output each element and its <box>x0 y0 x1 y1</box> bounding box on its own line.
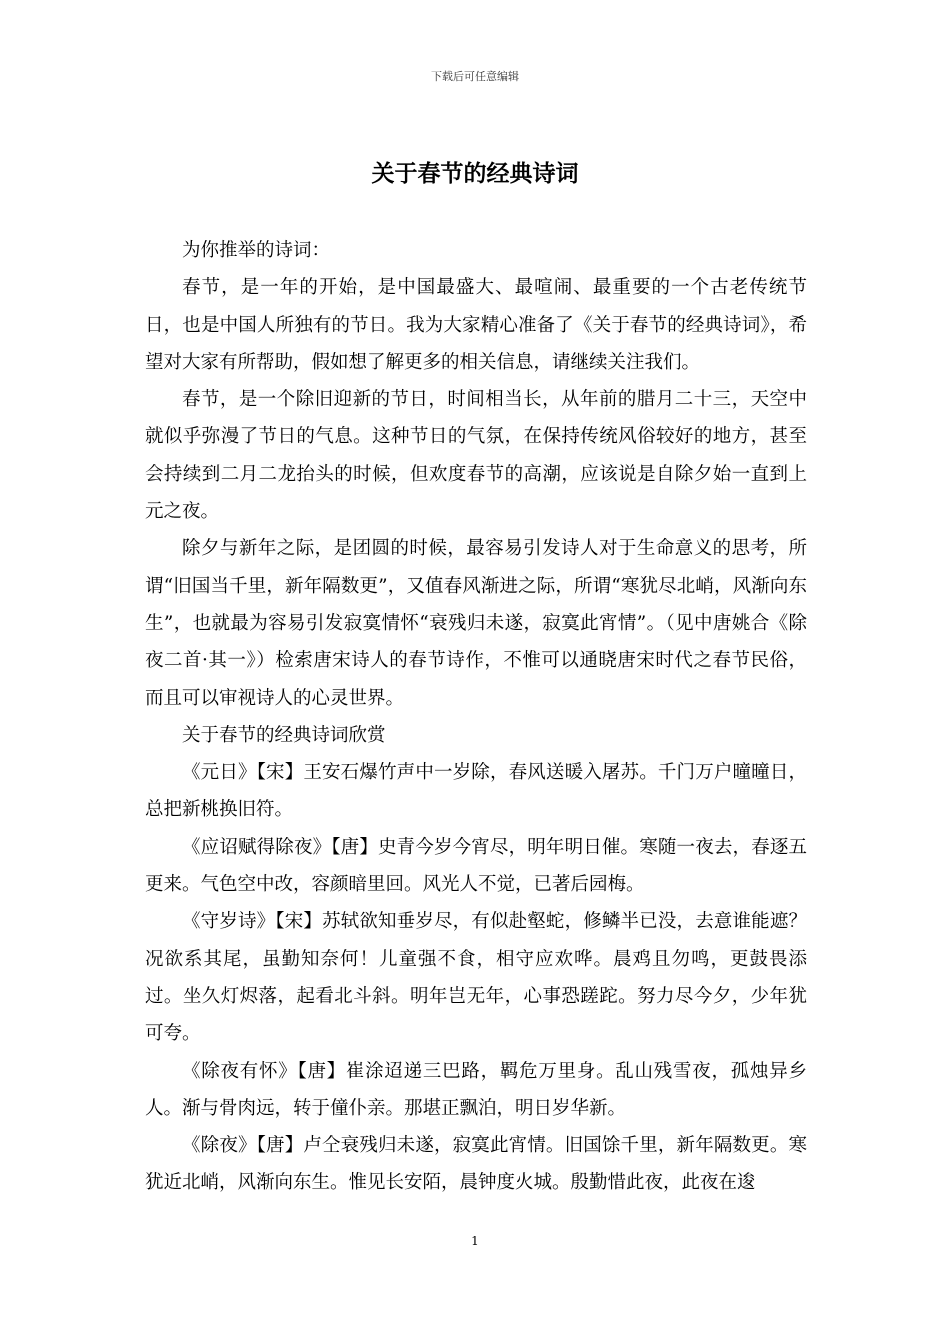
poem-yingzhao: 《应诏赋得除夜》【唐】史青今岁今宵尽，明年明日催。寒随一夜去，春逐五更来。气色空中改，容颜暗里回。风光人不觉，已著后园梅。 <box>145 836 807 896</box>
paragraph-spring-festival-intro: 春节，是一年的开始，是中国最盛大、最喧闹、最重要的一个古老传统节日，也是中国人所独有的节日。我为大家精心准备了《关于春节的经典诗词》，希望对大家有所帮助，假如想了解更多的相关信息，请继续关注我们。 <box>145 277 807 373</box>
intro-line: 为你推举的诗词： <box>182 240 331 261</box>
paragraph-new-year-eve: 除夕与新年之际，是团圆的时候，最容易引发诗人对于生命意义的思考，所谓“旧国当千里，新年隔数更”，又值春风渐进之际，所谓“寒犹尽北峭，风渐向东生”，也就最为容易引发寂寞情怀“衰残归未遂，寂寞此宵情”。（见中唐姚合《除夜二首·其一》）检索唐宋诗人的春节诗作，不惟可以通晓唐宋时代之春节民俗，而且可以审视诗人的心灵世界。 <box>145 538 807 709</box>
poem-yuanri: 《元日》【宋】王安石爆竹声中一岁除，春风送暖入屠苏。千门万户曈曈日，总把新桃换旧符。 <box>145 762 807 821</box>
section-heading-poems: 关于春节的经典诗词欣赏 <box>182 724 386 746</box>
page-number: 1 <box>471 1234 479 1248</box>
poem-shousui: 《守岁诗》【宋】苏轼欲知垂岁尽，有似赴壑蛇，修鳞半已没，去意谁能遮？况欲系其尾，虽勤知奈何！儿童强不食，相守应欢哗。晨鸡且勿鸣，更鼓畏添过。坐久灯烬落，起看北斗斜。明年岂无年，心事恐蹉跎。努力尽今夕，少年犹可夸。 <box>145 911 807 1045</box>
poem-chuye: 《除夜》【唐】卢仝衰残归未遂，寂寞此宵情。旧国馀千里，新年隔数更。寒犹近北峭，风渐向东生。惟见长安陌，晨钟度火城。殷勤惜此夜，此夜在逡 <box>145 1135 807 1194</box>
header-note: 下载后可任意编辑 <box>431 70 519 83</box>
paragraph-festival-duration: 春节，是一个除旧迎新的节日，时间相当长，从年前的腊月二十三，天空中就似乎弥漫了节日的气息。这种节日的气氛，在保持传统风俗较好的地方，甚至会持续到二月二龙抬头的时候，但欢度春节的高潮，应该说是自除夕始一直到上元之夜。 <box>145 389 807 523</box>
document-body <box>145 232 807 1202</box>
poem-chuye-youhuai: 《除夜有怀》【唐】崔涂迢递三巴路，羁危万里身。乱山残雪夜，孤烛异乡人。渐与骨肉远，转于僮仆亲。那堪正飘泊，明日岁华新。 <box>145 1060 807 1119</box>
document-title: 关于春节的经典诗词 <box>371 160 579 187</box>
